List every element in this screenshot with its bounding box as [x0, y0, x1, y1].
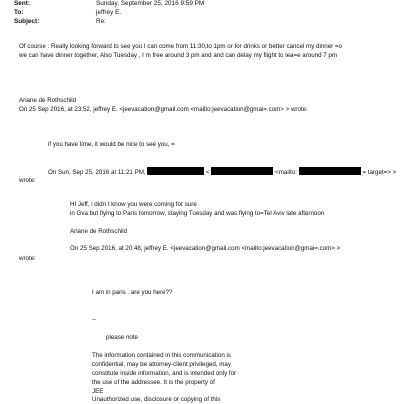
redaction-block — [211, 167, 273, 175]
quote-2-header-end: = target=> > — [362, 169, 397, 176]
quote-3-line-1: I am in paris . are you here?? — [92, 289, 173, 296]
quote-2-header-lt: < — [206, 169, 210, 176]
to-value: jeffrey E. — [96, 9, 122, 16]
reply-line-1: Of course . Really looking forward to see you I can come from 11:30,to 1pm or for drinks or better cancel my dinner =o — [19, 43, 342, 50]
notice-line-6: Unauthorized use, disclosure or copying of this — [92, 396, 221, 403]
quote-1-header: On 25 Sep 2016, at 23:52, jeffrey E. <jeevacation@gmail.com <mailto:jeevacation@gmai=.com> > wrote: — [19, 106, 308, 113]
signature-2: Ariane de Rothschild — [70, 228, 128, 235]
redaction-block — [299, 167, 361, 175]
notice-line-5: JEE — [92, 388, 104, 395]
quote-3-header: On 25 Sep 2016, at 20:48, jeffrey E. <jeevacation@gmail.com <mailto:jeevacation@gmai=.com> > — [70, 245, 341, 252]
subject-label: Subject: — [14, 18, 40, 25]
quote-1-body: if you have time, it would be nice to see you, = — [48, 141, 175, 148]
reply-line-2: we can have dinner together, Also Tuesday , I m free around 3 pm and and can delay my flight to lea=e around 7 pm — [19, 52, 337, 59]
quote-2-header-mailto: <mailto: — [275, 169, 297, 176]
notice-line-1: The information contained in this communication is — [92, 352, 231, 359]
sent-label: Sent: — [14, 0, 30, 7]
notice-line-4: the use of the addressee. It is the property of — [92, 379, 215, 386]
notice-line-3: constitute inside information, and is intended only for — [92, 370, 237, 377]
quote-2-line-1: HI Jeff, i didn t know you were coming for sure — [70, 201, 197, 208]
to-label: To: — [14, 9, 24, 16]
redaction-block — [147, 167, 204, 175]
quote-2-header — [48, 167, 396, 177]
please-note: please note — [106, 334, 138, 341]
sent-value: Sunday, September 25, 2016 9:59 PM — [96, 0, 205, 7]
quote-3-wrote: wrote: — [19, 255, 36, 262]
quote-2-header-start: On Sun, Sep 25, 2016 at 11:21 PM, — [48, 169, 146, 176]
signature-dashes: -- — [92, 316, 97, 323]
signature-1: Ariane de Rothschild — [19, 97, 77, 104]
subject-value: Re: — [96, 18, 106, 25]
notice-line-2: confidential, may be attorney-client privileged, may — [92, 361, 231, 368]
quote-2-wrote: wrote: — [19, 177, 36, 184]
quote-2-line-2: in Gva but flying to Paris tomorrow, staying Tuesday and was flying to=Tel Aviv late afternoon — [70, 210, 325, 217]
